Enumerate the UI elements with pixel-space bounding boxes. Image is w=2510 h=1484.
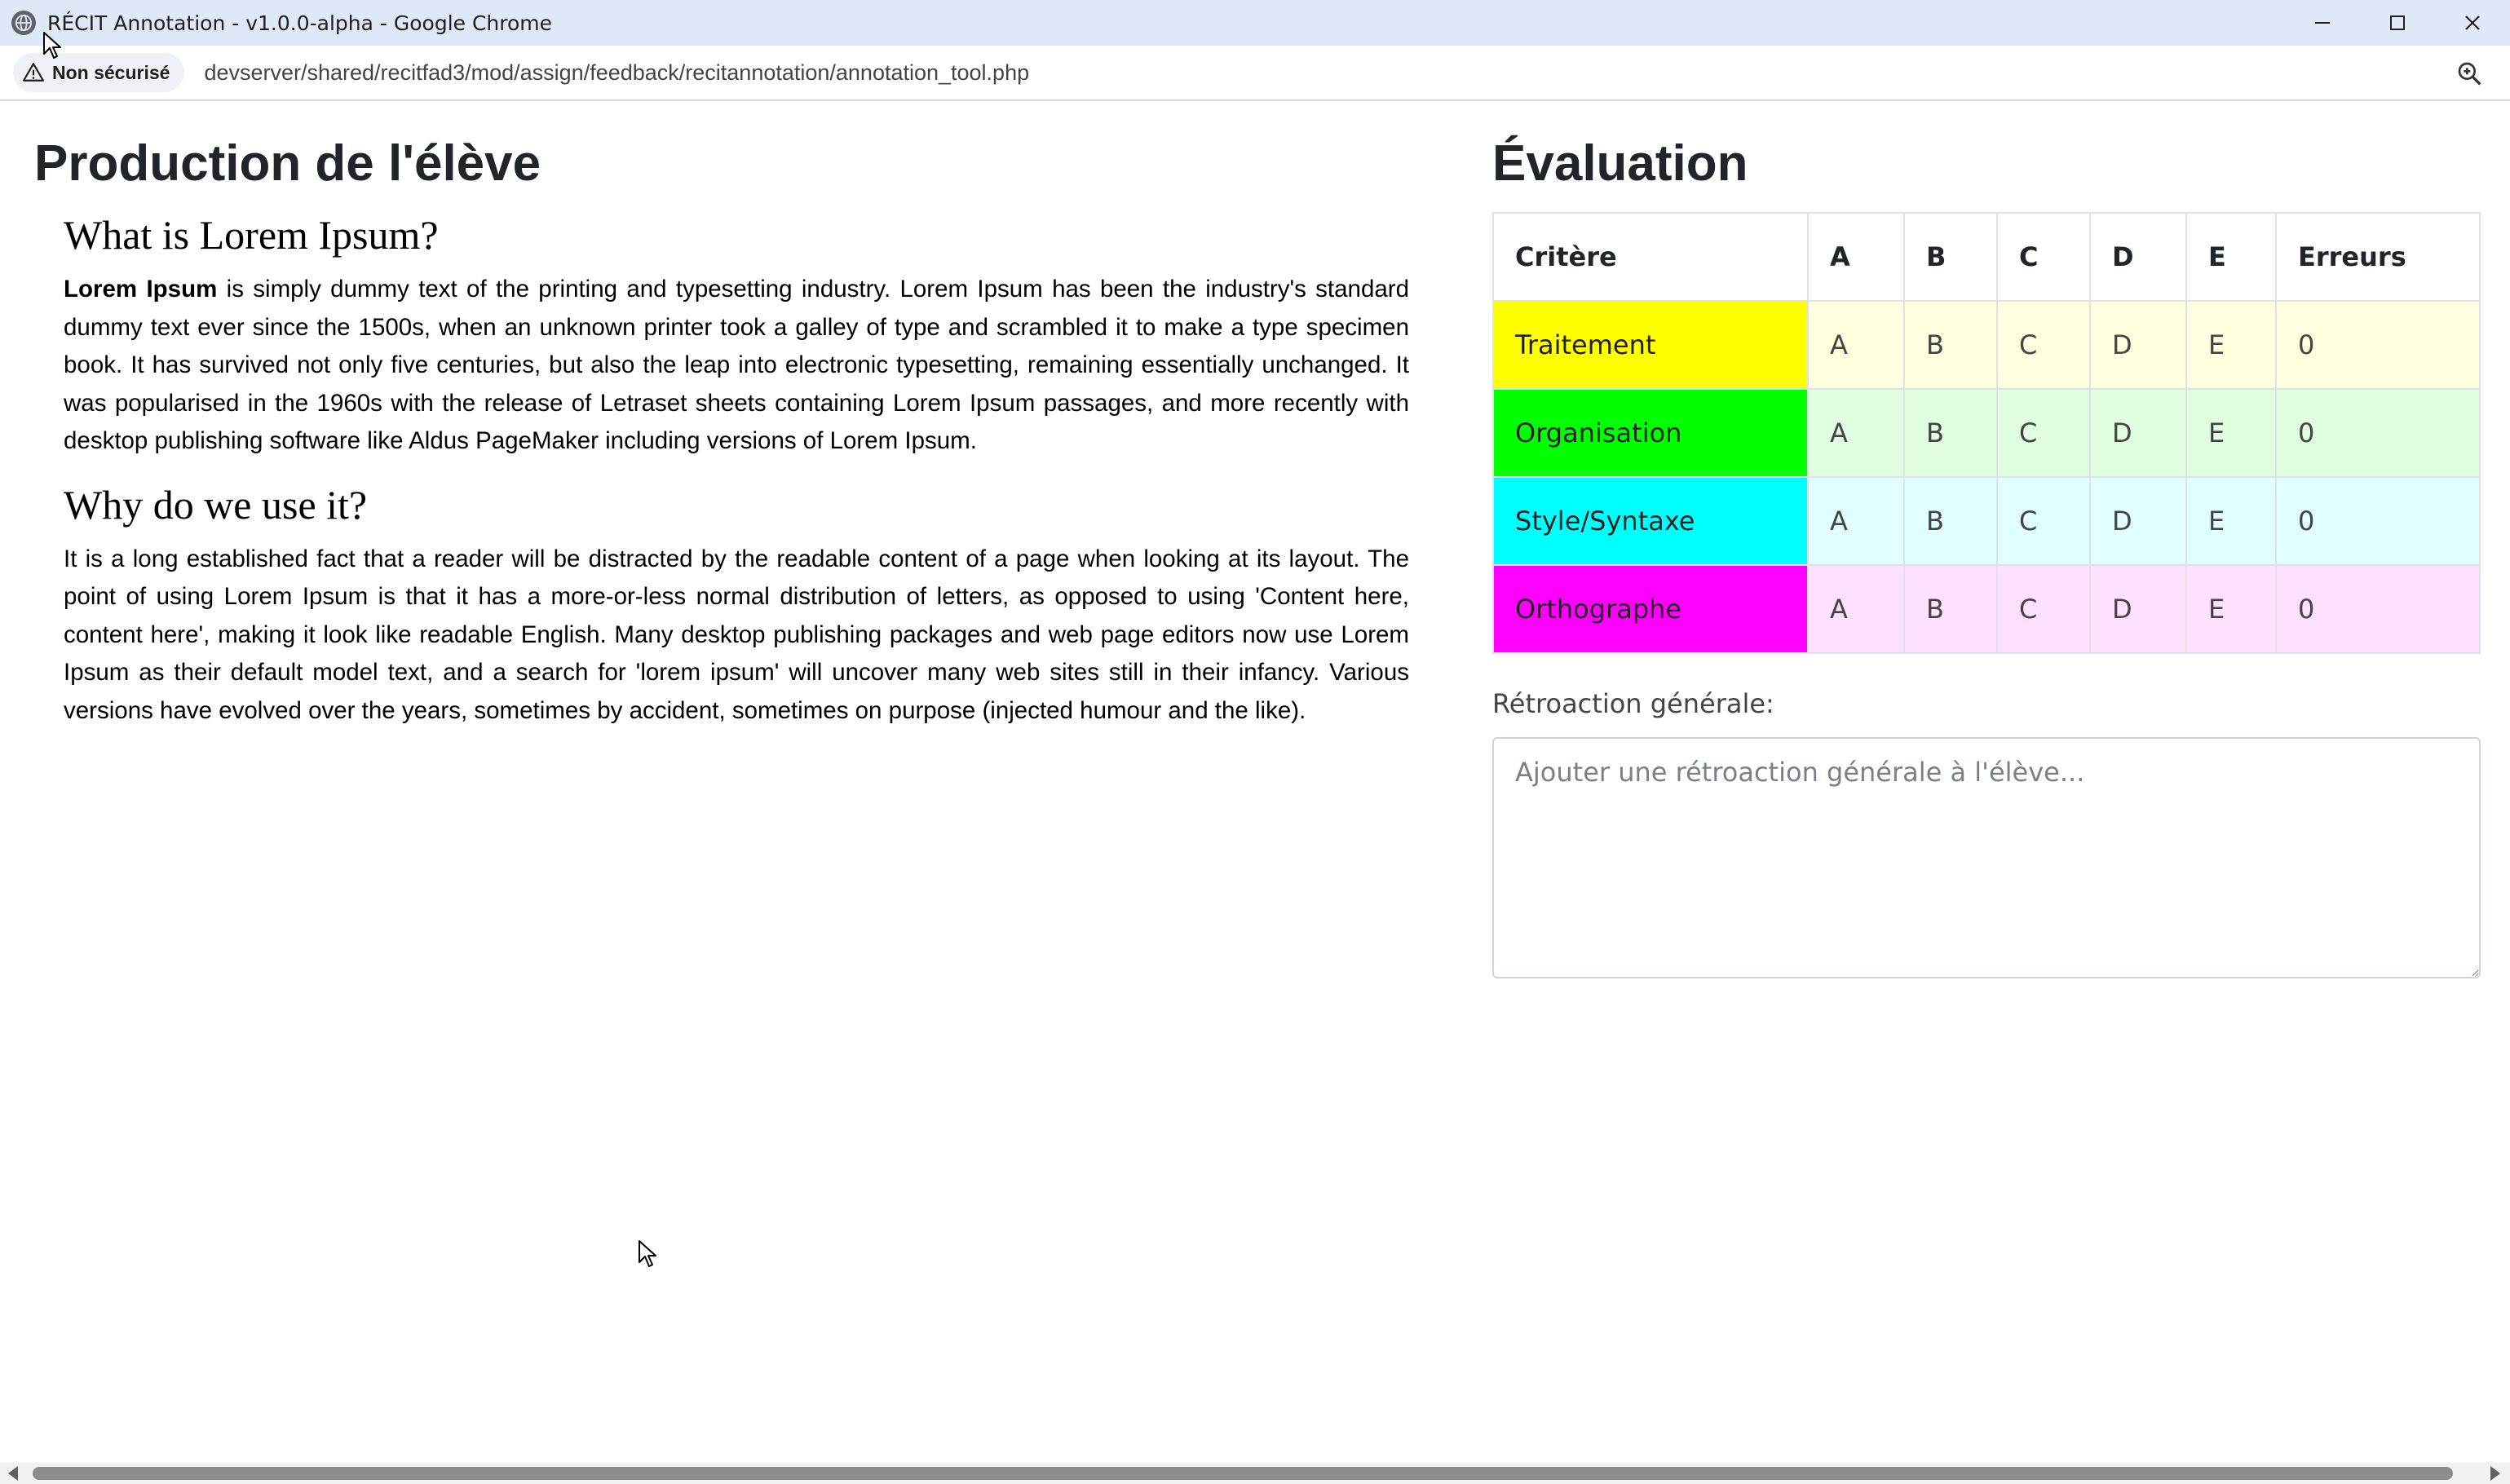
grade-cell-d[interactable]: D (2090, 565, 2186, 653)
zoom-icon[interactable] (2456, 60, 2482, 86)
article-section-title: What is Lorem Ipsum? (64, 212, 439, 258)
grade-cell-d[interactable]: D (2090, 301, 2186, 389)
evaluation-panel (1492, 134, 2481, 983)
grade-cell-a[interactable]: A (1808, 301, 1904, 389)
scrollbar-thumb[interactable] (33, 1467, 2453, 1480)
security-label: Non sécurisé (52, 61, 170, 83)
evaluation-row (1493, 389, 2480, 477)
grade-cell-b[interactable]: B (1904, 301, 1997, 389)
grade-cell-d[interactable]: D (2090, 477, 2186, 565)
student-production (34, 134, 1421, 749)
maximize-icon[interactable] (2360, 0, 2435, 46)
bold-lead: Lorem Ipsum (64, 276, 218, 303)
student-article[interactable] (64, 210, 1409, 730)
mouse-cursor-icon (638, 1239, 657, 1269)
errors-count-cell: 0 (2276, 389, 2480, 477)
grade-cell-e[interactable]: E (2186, 477, 2276, 565)
column-header-a: A (1808, 213, 1904, 301)
grade-cell-e[interactable]: E (2186, 389, 2276, 477)
column-header-c: C (1997, 213, 2090, 301)
errors-count-cell: 0 (2276, 301, 2480, 389)
evaluation-row (1493, 565, 2480, 653)
url-text[interactable]: devserver/shared/recitfad3/mod/assign/feedback/recitannotation/annotation_tool.php (204, 60, 1030, 85)
grade-cell-e[interactable]: E (2186, 301, 2276, 389)
globe-icon (11, 11, 36, 35)
grade-cell-a[interactable]: A (1808, 477, 1904, 565)
address-bar (0, 46, 2510, 101)
criterion-cell: Style/Syntaxe (1493, 477, 1808, 565)
grade-cell-d[interactable]: D (2090, 389, 2186, 477)
security-chip[interactable] (13, 53, 184, 92)
mouse-cursor-icon (42, 31, 62, 60)
column-header-b: B (1904, 213, 1997, 301)
grade-cell-a[interactable]: A (1808, 565, 1904, 653)
scroll-right-icon[interactable] (2490, 1466, 2500, 1481)
article-paragraph: It is a long established fact that a reader will be distracted by the readable content of a page when looking at its layout. The point of using Lorem Ipsum is that it has a more-or-less normal distribution of letters, as opposed to using 'Content here, content here', making it look like readable English. Many desktop publishing packages and web page editors now use Lorem Ipsum as their default model text, and a search for 'lorem ipsum' will uncover many web sites still in their infancy. Various versions have evolved over the years, sometimes by accident, sometimes on purpose (injected humour and the like). (64, 545, 1409, 724)
feedback-label: Rétroaction générale: (1492, 688, 1774, 720)
criterion-cell: Organisation (1493, 389, 1808, 477)
grade-cell-a[interactable]: A (1808, 389, 1904, 477)
grade-cell-e[interactable]: E (2186, 565, 2276, 653)
grade-cell-c[interactable]: C (1997, 477, 2090, 565)
article-paragraph (64, 271, 1409, 461)
close-icon[interactable] (2435, 0, 2510, 46)
grade-cell-b[interactable]: B (1904, 389, 1997, 477)
grade-cell-c[interactable]: C (1997, 565, 2090, 653)
evaluation-heading: Évaluation (1492, 135, 1748, 192)
criterion-cell: Orthographe (1493, 565, 1808, 653)
column-header-criterion: Critère (1493, 213, 1808, 301)
grade-cell-b[interactable]: B (1904, 565, 1997, 653)
horizontal-scrollbar[interactable] (0, 1463, 2510, 1484)
grade-cell-c[interactable]: C (1997, 301, 2090, 389)
evaluation-row (1493, 477, 2480, 565)
minimize-icon[interactable] (2285, 0, 2360, 46)
evaluation-row (1493, 301, 2480, 389)
criterion-cell: Traitement (1493, 301, 1808, 389)
column-header-errors: Erreurs (2276, 213, 2480, 301)
errors-count-cell: 0 (2276, 565, 2480, 653)
feedback-textarea[interactable] (1492, 737, 2481, 978)
grade-cell-b[interactable]: B (1904, 477, 1997, 565)
student-heading: Production de l'élève (34, 135, 541, 192)
window-title: RÉCIT Annotation - v1.0.0-alpha - Google Chrome (47, 11, 553, 35)
warning-icon (23, 62, 44, 83)
window-titlebar (0, 0, 2510, 46)
table-header-row (1493, 213, 2480, 301)
column-header-d: D (2090, 213, 2186, 301)
column-header-e: E (2186, 213, 2276, 301)
evaluation-table (1492, 212, 2481, 654)
scroll-left-icon[interactable] (8, 1466, 18, 1481)
errors-count-cell: 0 (2276, 477, 2480, 565)
window-controls (2285, 0, 2510, 46)
paragraph-text: is simply dummy text of the printing and typesetting industry. Lorem Ipsum has been the industry's standard dummy text ever since the 1500s, when an unknown printer took a galley of type and scrambled it to make a type specimen book. It has survived not only five centuries, but also the leap into electronic typesetting, remaining essentially unchanged. It was popularised in the 1960s with the release of Letraset sheets containing Lorem Ipsum passages, and more recently with desktop publishing software like Aldus PageMaker including versions of Lorem Ipsum. (64, 276, 1409, 455)
article-section-title: Why do we use it? (64, 481, 368, 528)
page-content (5, 101, 2505, 1463)
grade-cell-c[interactable]: C (1997, 389, 2090, 477)
